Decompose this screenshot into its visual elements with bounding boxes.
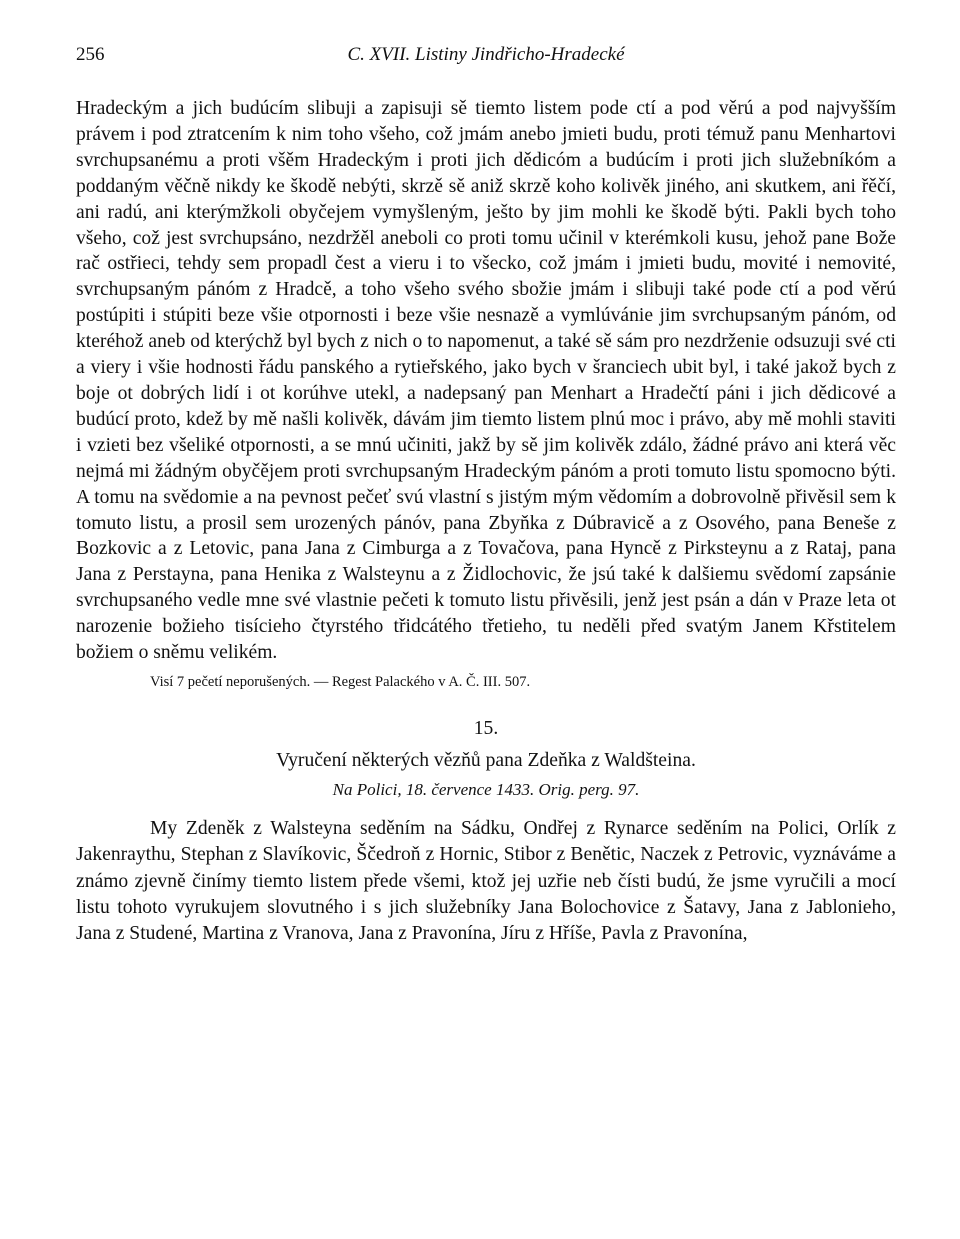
document-number: 15. <box>473 717 499 739</box>
running-title: C. XVII. Listiny Jindřicho-Hradecké <box>347 44 625 65</box>
document-15-text: My Zdeněk z Walsteyna seděním na Sádku, Ondřej z Rynarce seděním na Polici, Orlík z Jakenraythu, Stephan z Slavíkovic, Ščedroň z Hornic, Stibor z Benětic, Naczek z Petrovic, vyznáváme a známo zjevně činímy tiemto listem přede všemi, ktož jej uzřie neb čísti budú, že jsme vyručili a mocí listu tohoto vyrukujem slovutného i s jich služebníky Jana Bolochovice z Šatavy, Jana z Jablonieho, Jana z Studené, Martina z Vranova, Jana z Pravonína, Jíru z Hříše, Pavla z Pravonína, <box>76 817 896 945</box>
running-header <box>76 44 896 74</box>
document-title: Vyručení některých vězňů pana Zdeňka z Waldšteina. <box>276 749 696 771</box>
document-date-place: Na Polici, 18. července 1433. Orig. perg. 97. <box>332 779 640 799</box>
seal-footnote: Visí 7 pečetí neporušených. — Regest Palackého v A. Č. III. 507. <box>150 673 531 690</box>
document-14-continued-text: Hradeckým a jich budúcím slibuji a zapisuji sě tiemto listem pode ctí a pod věrú a pod najvyšším právem i pod ztratcením k nim toho všeho, což jmám anebo jmieti budu, proti témuž panu Menhartovi svrchupsanému a proti všěm Hradeckým i proti jich dědicóm a budúcím i proti jich služebníkóm a poddaným věčně nikdy ke škodě nebýti, skrzě sě aniž skrzě koho kolivěk jiného, ani skutkem, ani řěčí, ani radú, ani kterýmžkoli obyčejem vymyšleným, ješto by jim mohli ke škodě býti. Pakli bych toho všeho, což jest svrchupsáno, nezdržěl aneboli co proti tomu učinil v kterémkoli kusu, jehož pane Bože rač ostřieci, tehdy sem propadl čest a vieru i to všecko, což jmám i jmieti budu, movité i nemovité, svrchupsaným pánóm z Hradcě, a toho všeho svého sbožie jmám i slibuji také pode ctí a pod věrú postúpiti i stúpiti beze všie otpornosti i beze všie nesnazě a vymlúvánie jim svrchupsaným pánóm, od kteréhož aneb od kterýchž byl bych z nich o to napomenut, a také sě sám pro nezdrženie odsuzuji své cti a viery i všie hodnosti řádu panského a rytieřského, jako bych v šranciech ubit byl, i také jakož bych z boje ot dobrých lidí i ot korúhve utekl, a nadepsaný pan Menhart a Hradečtí páni i jich dědicové a budúcí proto, kdež by mě našli kolivěk, dávám jim tiemto listem plnú moc i právo, aby mě mohli staviti i vzieti bez všeliké otpornosti, a se mnú učiniti, jakž by sě jim kolivěk zdálo, žádné právo ani která věc nejmá mi žádným obyčějem proti svrchupsaným Hradeckým pánóm a proti tomuto listu spomocno býti. A tomu na svědomie a na pevnost pečeť svú vlastní s jistým mým vědomím a dobrovolně přivěsil sem k tomuto listu, a prosil sem urozených pánóv, pana Zbyňka z Dúbravicě a z Osového, pana Beneše z Bozkovic a z Letovic, pana Jana z Cimburga a z Tovačova, pana Hyncě z Pirksteynu a z Rataj, pana Jana z Perstayna, pana Henika z Walsteynu a z Židlochovic, že jsú také k dalšiemu svědomí zapsánie svrchupsaného vedle mne své vlastnie pečeti k tomuto listu přivěsili, jenž jest psán a dán v Praze leta ot narozenie božieho tisícieho čtyrstého třidcátého třetieho, tu neděli před svatým Janem Křstitelem božiem o sněmu velikém. <box>76 98 896 664</box>
book-page <box>76 44 896 947</box>
page-number: 256 <box>76 44 105 65</box>
